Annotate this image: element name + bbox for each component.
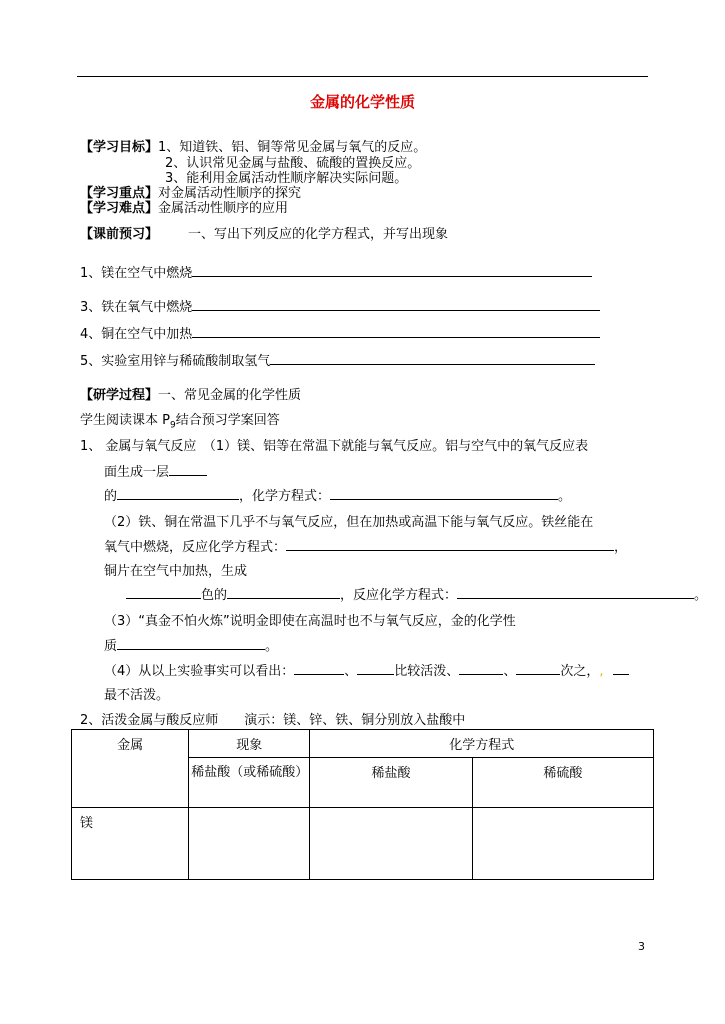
difficulty-text: 金属活动性顺序的应用 [158,201,289,216]
preview-item-4 [80,323,600,342]
focus-label: 【学习重点】 [80,186,159,201]
q1-line-1: 1、 金属与氧气反应 （1）镁、铝等在常温下就能与氧气反应。铝与空气中的氧气反应表 [80,439,589,454]
q4-line-2: 最不活泼。 [104,688,170,703]
header-metal: 金属 [72,730,189,808]
answer-blank[interactable] [192,263,592,277]
reaction-table [71,729,654,880]
header-rule [77,76,648,77]
answer-blank[interactable] [294,661,344,675]
table-cell[interactable] [189,808,310,880]
goal-item: 2、认识常见金属与盐酸、硫酸的置换反应。 [165,156,421,171]
answer-blank[interactable] [192,297,600,311]
page-title: 金属的化学性质 [309,93,415,111]
stray-mark: , [599,664,604,679]
page-number: 3 [638,940,645,953]
answer-blank[interactable] [126,585,201,599]
q1-line-2 [104,461,207,480]
q4-text: 次之， [560,664,600,679]
process-label: 【研学过程】 [80,388,159,403]
answer-blank[interactable] [330,486,558,500]
answer-blank[interactable] [459,661,503,675]
q1-line-3 [104,485,571,504]
q2-line-4 [126,584,707,603]
section-2-heading: 2、活泼金属与酸反应师 演示：镁、锌、铁、铜分别放入盐酸中 [80,713,466,728]
q2-text: ， [614,540,628,555]
q1-text: ，化学方程式： [239,489,331,504]
q2-text: ，反应化学方程式： [340,588,458,603]
preview-item-5 [80,350,595,369]
q1-text: 的 [104,489,118,504]
preview-intro: 一、写出下列反应的化学方程式，并写出现象 [188,227,449,242]
preview-item-text: 5、实验室用锌与稀硫酸制取氢气 [80,354,271,369]
table-cell[interactable] [310,808,472,880]
q2-text: 色的 [201,588,228,603]
answer-blank[interactable] [286,537,614,551]
q3-line-2 [104,635,278,654]
process-row [80,384,301,403]
answer-blank[interactable] [192,324,600,338]
q3-line-1: （3）“真金不怕火炼”说明金即使在高温时也不与氧气反应，金的化学性 [104,614,516,629]
focus-text: 对金属活动性顺序的探究 [158,186,302,201]
q4-text: （4）从以上实验事实可以看出： [104,664,295,679]
subheader-h2so4: 稀硫酸 [472,758,653,808]
goal-item: 1、知道铁、铝、铜等常见金属与氧气的反应。 [158,140,427,155]
difficulty-label: 【学习难点】 [80,201,159,216]
answer-blank[interactable] [516,661,560,675]
q1-text: 面生成一层 [104,465,170,480]
preview-row [80,223,448,242]
process-heading: 一、常见金属的化学性质 [158,388,302,403]
q2-text: 。 [694,588,708,603]
read-prefix: 学生阅读课本 P [80,413,170,428]
answer-blank[interactable] [117,486,239,500]
q2-text: 氧气中燃烧，反应化学方程式： [104,540,287,555]
subheader-phenomenon: 稀盐酸（或稀硫酸） [189,758,310,808]
preview-item-1 [80,262,592,281]
q3-text: 质 [104,639,118,654]
preview-item-text: 4、铜在空气中加热 [80,327,193,342]
q4-text: 比较活泼、 [394,664,460,679]
q4-text: 、 [503,664,517,679]
preview-item-text: 3、铁在氧气中燃烧 [80,300,193,315]
read-suffix: 结合预习学案回答 [175,413,280,428]
goal-item: 3、能利用金属活动性顺序解决实际问题。 [165,171,408,186]
q2-line-2 [104,536,627,555]
q4-text: 、 [344,664,358,679]
goals-label: 【学习目标】 [80,140,159,155]
preview-label: 【课前预习】 [80,227,159,242]
table-cell[interactable] [472,808,653,880]
answer-blank[interactable] [613,661,629,675]
q2-line-1: （2）铁、铜在常温下几乎不与氧气反应，但在加热或高温下能与氧气反应。铁丝能在 [104,515,594,530]
page-ref: 9 [169,420,176,431]
q1-text: 。 [558,489,572,504]
preview-item-3 [80,296,600,315]
q4-line-1 [104,660,629,679]
answer-blank[interactable] [457,585,694,599]
difficulty-row [80,197,288,216]
answer-blank[interactable] [227,585,340,599]
q3-text: 。 [265,639,279,654]
answer-blank[interactable] [270,351,595,365]
answer-blank[interactable] [357,661,394,675]
row-metal: 镁 [72,808,189,880]
header-equation: 化学方程式 [310,730,654,758]
q2-line-3: 铜片在空气中加热，生成 [104,564,248,579]
header-phenomenon: 现象 [189,730,310,758]
preview-item-text: 1、镁在空气中燃烧 [80,266,193,281]
subheader-hcl: 稀盐酸 [310,758,472,808]
read-instruction [80,409,280,431]
answer-blank[interactable] [169,462,207,476]
answer-blank[interactable] [117,636,265,650]
